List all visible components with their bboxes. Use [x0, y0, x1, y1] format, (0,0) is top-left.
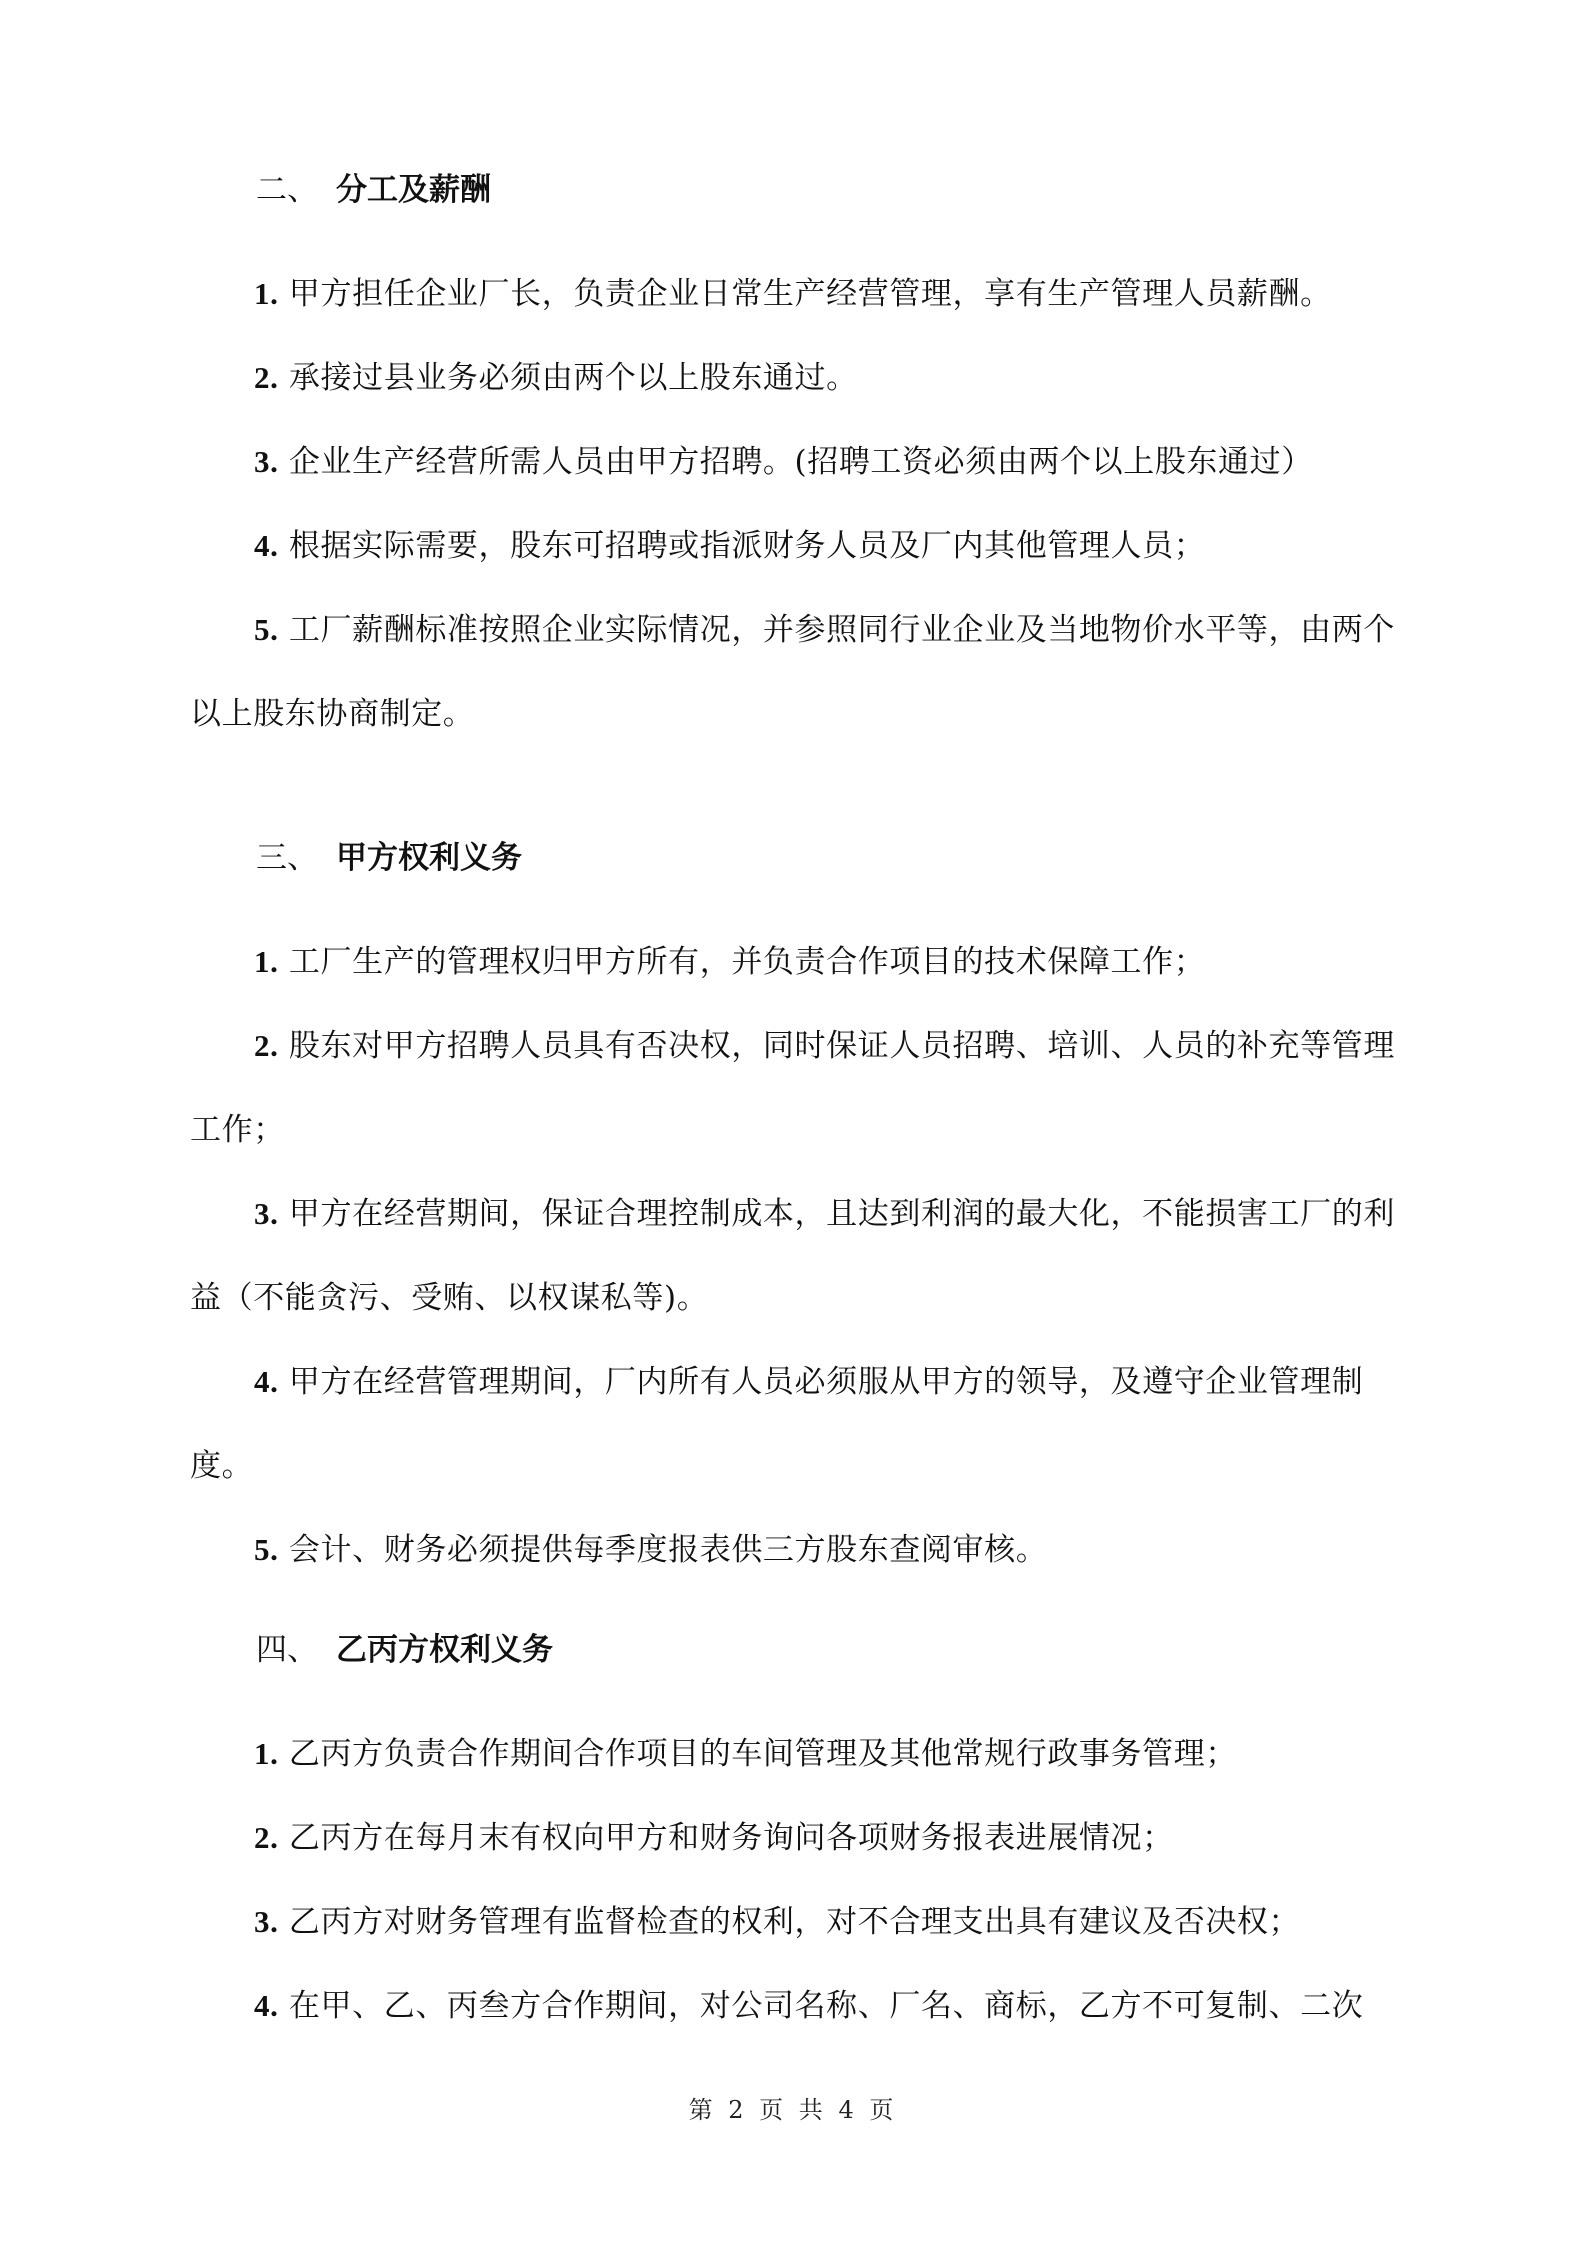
item-number: 4. [254, 1988, 279, 2023]
list-item [190, 1004, 1420, 1172]
item-number: 1. [254, 276, 279, 311]
item-text: 工厂薪酬标准按照企业实际情况，并参照同行业企业及当地物价水平等，由两个以上股东协商制定。 [190, 612, 1395, 732]
page-footer: 第 2 页 共 4 页 [688, 2096, 898, 2124]
item-number: 1. [254, 1736, 279, 1771]
item-number: 2. [254, 1028, 279, 1063]
list-item [190, 1964, 1420, 2048]
list-item [190, 252, 1420, 336]
item-text: 股东对甲方招聘人员具有否决权，同时保证人员招聘、培训、人员的补充等管理工作； [190, 1028, 1395, 1148]
item-number: 3. [254, 444, 279, 479]
item-text: 甲方在经营期间，保证合理控制成本，且达到利润的最大化，不能损害工厂的利益（不能贪污、受贿、以权谋私等)。 [190, 1196, 1395, 1316]
item-text: 承接过县业务必须由两个以上股东通过。 [288, 360, 858, 396]
list-item [190, 336, 1420, 420]
item-text: 乙丙方在每月末有权向甲方和财务询问各项财务报表进展情况； [288, 1820, 1174, 1856]
item-number: 5. [254, 612, 279, 647]
list-item [190, 1172, 1420, 1340]
item-number: 4. [254, 1364, 279, 1399]
item-text: 根据实际需要，股东可招聘或指派财务人员及厂内其他管理人员； [288, 528, 1206, 564]
item-number: 3. [254, 1904, 279, 1939]
section-heading [256, 1630, 553, 1670]
section-heading [256, 838, 522, 878]
list-item [190, 1340, 1420, 1508]
item-text: 在甲、乙、丙叁方合作期间，对公司名称、厂名、商标，乙方不可复制、二次 [288, 1988, 1364, 2024]
item-number: 2. [254, 1820, 279, 1855]
item-text: 乙丙方负责合作期间合作项目的车间管理及其他常规行政事务管理； [288, 1736, 1237, 1772]
list-item [190, 588, 1420, 756]
list-item [190, 920, 1420, 1004]
section-title: 分工及薪酬 [336, 172, 491, 208]
list-item [190, 1880, 1420, 1964]
item-text: 乙丙方对财务管理有监督检查的权利，对不合理支出具有建议及否决权； [288, 1904, 1301, 1940]
item-text: 甲方在经营管理期间，厂内所有人员必须服从甲方的领导，及遵守企业管理制度。 [190, 1364, 1364, 1484]
section-number: 二、 [256, 172, 318, 208]
item-number: 3. [254, 1196, 279, 1231]
item-number: 5. [254, 1532, 279, 1567]
item-number: 4. [254, 528, 279, 563]
section-heading [256, 170, 491, 210]
item-text: 工厂生产的管理权归甲方所有，并负责合作项目的技术保障工作； [288, 944, 1206, 980]
item-text: 企业生产经营所需人员由甲方招聘。(招聘工资必须由两个以上股东通过） [288, 444, 1313, 480]
section-title: 乙丙方权利义务 [336, 1632, 553, 1668]
item-number: 2. [254, 360, 279, 395]
section-number: 四、 [256, 1632, 318, 1668]
list-item [190, 1712, 1420, 1796]
item-number: 1. [254, 944, 279, 979]
list-item [190, 1796, 1420, 1880]
item-text: 甲方担任企业厂长，负责企业日常生产经营管理，享有生产管理人员薪酬。 [288, 276, 1332, 312]
section-number: 三、 [256, 840, 318, 876]
item-text: 会计、财务必须提供每季度报表供三方股东查阅审核。 [288, 1532, 1048, 1568]
list-item [190, 420, 1420, 504]
list-item [190, 504, 1420, 588]
section-title: 甲方权利义务 [336, 840, 522, 876]
list-item [190, 1508, 1420, 1592]
